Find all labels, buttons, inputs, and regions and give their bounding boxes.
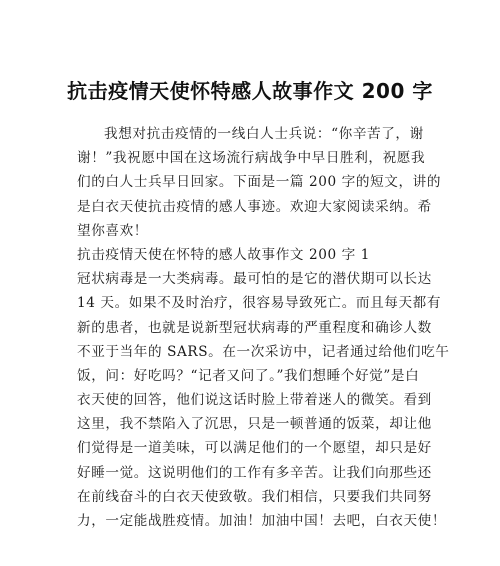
paragraph-line: 谢！”我祝愿中国在这场流行病战争中早日胜利，祝愿我	[77, 150, 426, 167]
paragraph-line: 这里，我不禁陷入了沉思，只是一顿普通的饭菜，却让他	[77, 416, 432, 433]
paragraph-line: 好睡一觉。这说明他们的工作有多辛苦。让我们向那些还	[77, 464, 432, 481]
paragraph-line: 新的患者，也就是说新型冠状病毒的严重程度和确诊人数	[77, 319, 432, 336]
paragraph-line: 力，一定能战胜疫情。加油！加油中国！去吧，白衣天使！	[77, 513, 447, 529]
paragraph-line: 们的白人士兵早日回家。下面是一篇 200 字的短文，讲的	[77, 174, 442, 191]
paragraph-line: 在前线奋斗的白衣天使致敬。我们相信，只要我们共同努	[77, 488, 432, 505]
paragraph-line: 饭，问：好吃吗？“记者又问了。”我们想睡个好觉”是白	[77, 367, 420, 384]
paragraph-line: 望你喜欢！	[77, 222, 148, 239]
paragraph-line: 是白衣天使抗击疫情的感人事迹。欢迎大家阅读采纳。希	[77, 198, 432, 215]
paragraph-line: 们觉得是一道美味，可以满足他们的一个愿望，却只是好	[77, 440, 432, 457]
document-title: 抗击疫情天使怀特感人故事作文 200 字	[67, 79, 433, 103]
paragraph-line: 14 天。如果不及时治疗，很容易导致死亡。而且每天都有	[77, 295, 442, 312]
paragraph-line: 我想对抗击疫情的一线白人士兵说：“你辛苦了，谢	[104, 126, 424, 142]
paragraph-line: 衣天使的回答，他们说这话时脸上带着迷人的微笑。看到	[77, 392, 432, 409]
paragraph-line: 不亚于当年的 SARS。在一次采访中，记者通过给他们吃午	[77, 343, 450, 360]
section-heading: 抗击疫情天使在怀特的感人故事作文 200 字 1	[77, 246, 371, 263]
paragraph-line: 冠状病毒是一大类病毒。最可怕的是它的潜伏期可以长达	[77, 271, 432, 288]
document-body	[77, 122, 450, 533]
